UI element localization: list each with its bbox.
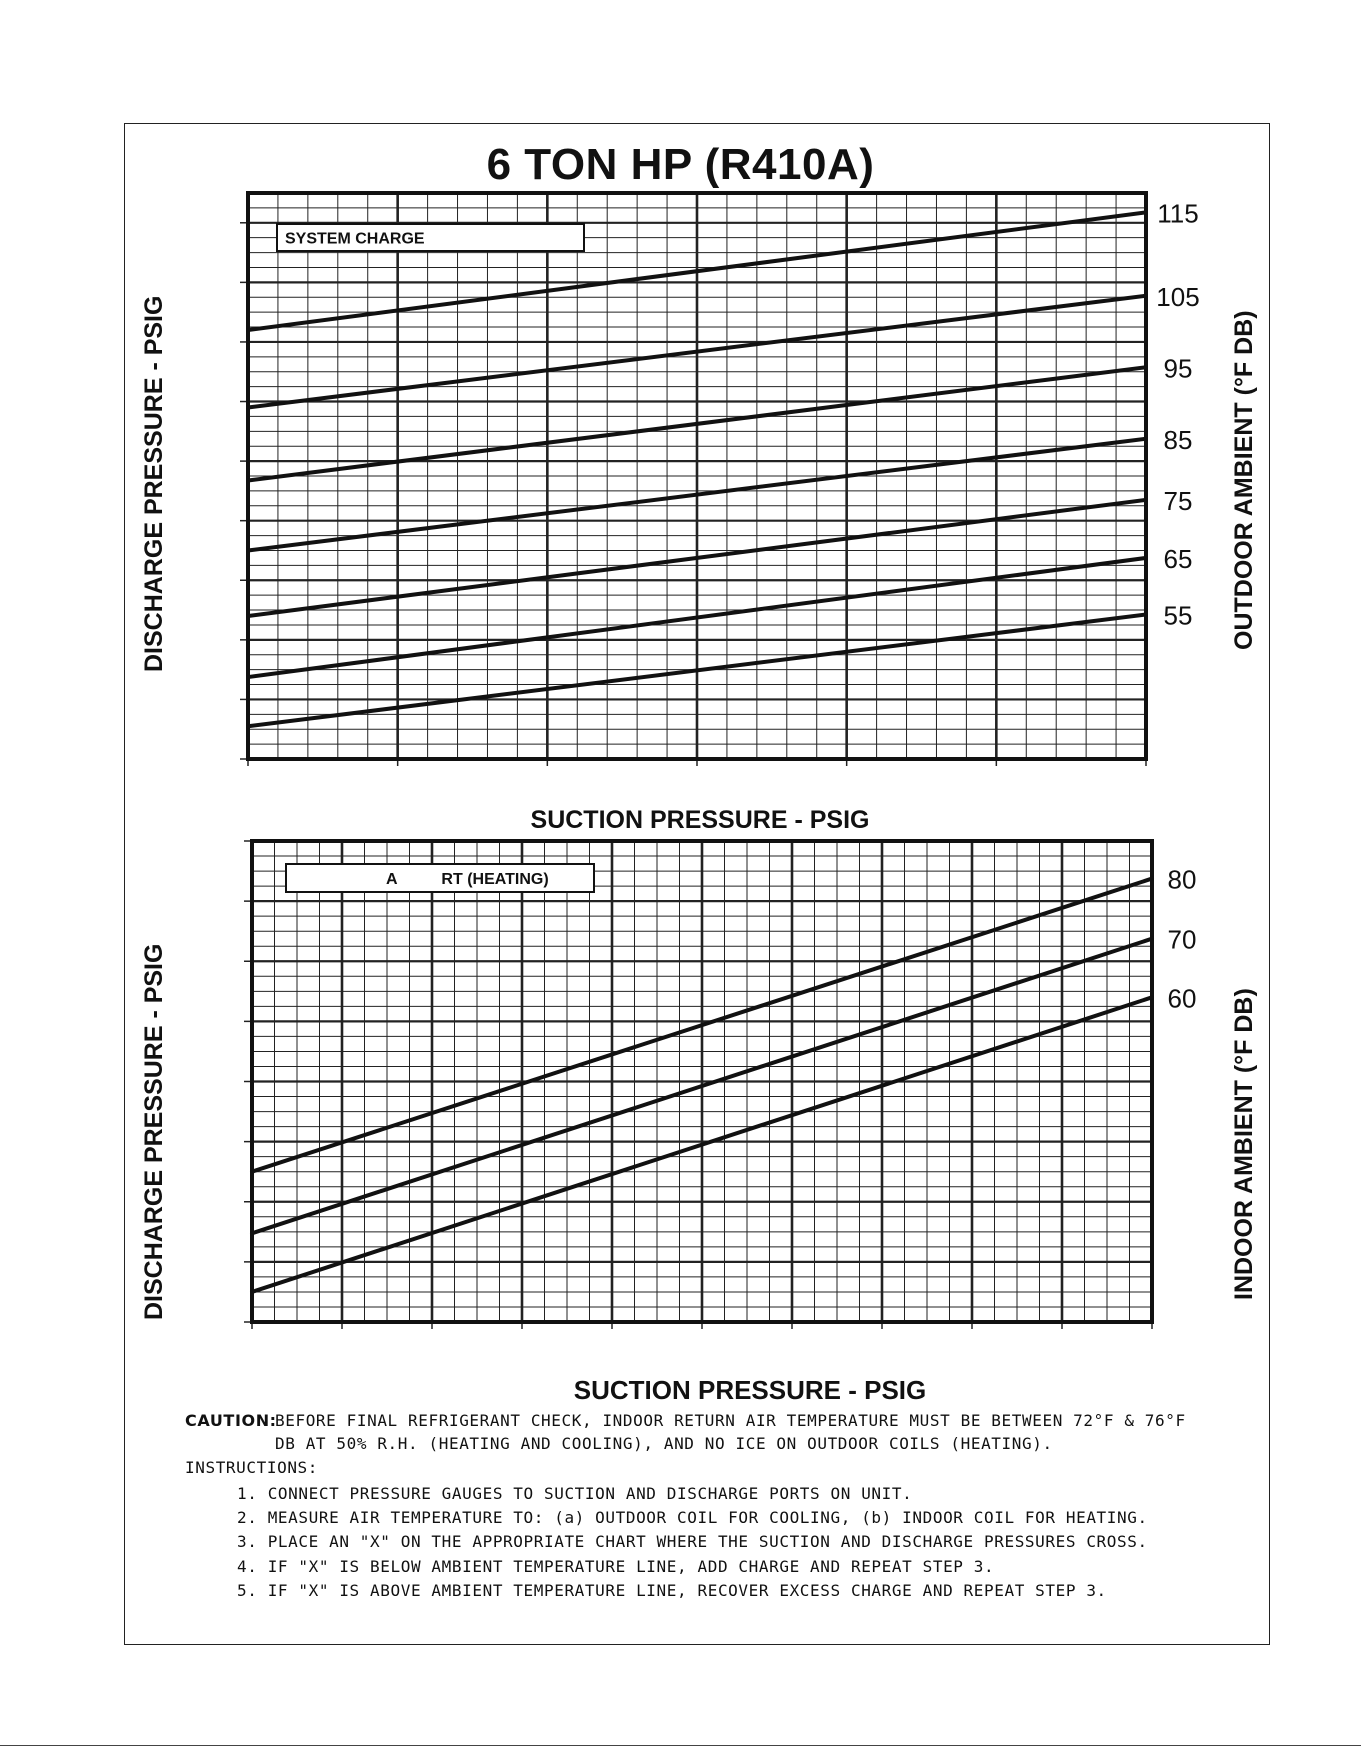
legend-text: A RT (HEATING): [386, 871, 549, 888]
instruction-step: 4. IF "X" IS BELOW AMBIENT TEMPERATURE LINE, ADD CHARGE AND REPEAT STEP 3.: [237, 1557, 995, 1576]
instruction-step: 1. CONNECT PRESSURE GAUGES TO SUCTION AND DISCHARGE PORTS ON UNIT.: [237, 1484, 913, 1503]
caution-label: CAUTION:: [185, 1411, 277, 1430]
series-label: 65: [1163, 543, 1193, 574]
instruction-step: 2. MEASURE AIR TEMPERATURE TO: (a) OUTDOOR COIL FOR COOLING, (b) INDOOR COIL FOR HEATING.: [237, 1508, 1148, 1527]
series-label: 105: [1156, 281, 1200, 312]
caution-line-2: DB AT 50% R.H. (HEATING AND COOLING), AND NO ICE ON OUTDOOR COILS (HEATING).: [275, 1434, 1053, 1453]
series-label: 75: [1163, 485, 1193, 516]
chart2-x-axis-label: SUCTION PRESSURE - PSIG: [573, 1375, 927, 1405]
chart1-y-axis-label: DISCHARGE PRESSURE - PSIG: [140, 295, 168, 672]
series-label: 55: [1163, 600, 1193, 631]
chart1-right-axis-label: OUTDOOR AMBIENT (°F DB): [1230, 310, 1258, 650]
chart2-y-axis-label: DISCHARGE PRESSURE - PSIG: [140, 943, 168, 1320]
instruction-step: 3. PLACE AN "X" ON THE APPROPRIATE CHART WHERE THE SUCTION AND DISCHARGE PRESSURES CROSS.: [237, 1532, 1148, 1551]
series-label: 70: [1167, 924, 1197, 955]
series-label: 60: [1167, 983, 1197, 1014]
chart-title: 6 TON HP (R410A): [486, 140, 875, 189]
series-label: 85: [1163, 424, 1193, 455]
series-label: 95: [1163, 353, 1193, 384]
series-label: 115: [1157, 198, 1199, 229]
chart2-right-axis-label: INDOOR AMBIENT (°F DB): [1230, 988, 1258, 1300]
legend-text: SYSTEM CHARGE: [285, 230, 425, 248]
instructions-heading: INSTRUCTIONS:: [185, 1458, 319, 1477]
chart1-x-axis-label: SUCTION PRESSURE - PSIG: [530, 806, 870, 834]
series-label: 80: [1167, 864, 1197, 895]
bottom-rule: [0, 1745, 1361, 1746]
instruction-step: 5. IF "X" IS ABOVE AMBIENT TEMPERATURE LINE, RECOVER EXCESS CHARGE AND REPEAT STEP 3.: [237, 1581, 1107, 1600]
caution-line-1: BEFORE FINAL REFRIGERANT CHECK, INDOOR RETURN AIR TEMPERATURE MUST BE BETWEEN 72°F & 76°F: [275, 1411, 1186, 1430]
